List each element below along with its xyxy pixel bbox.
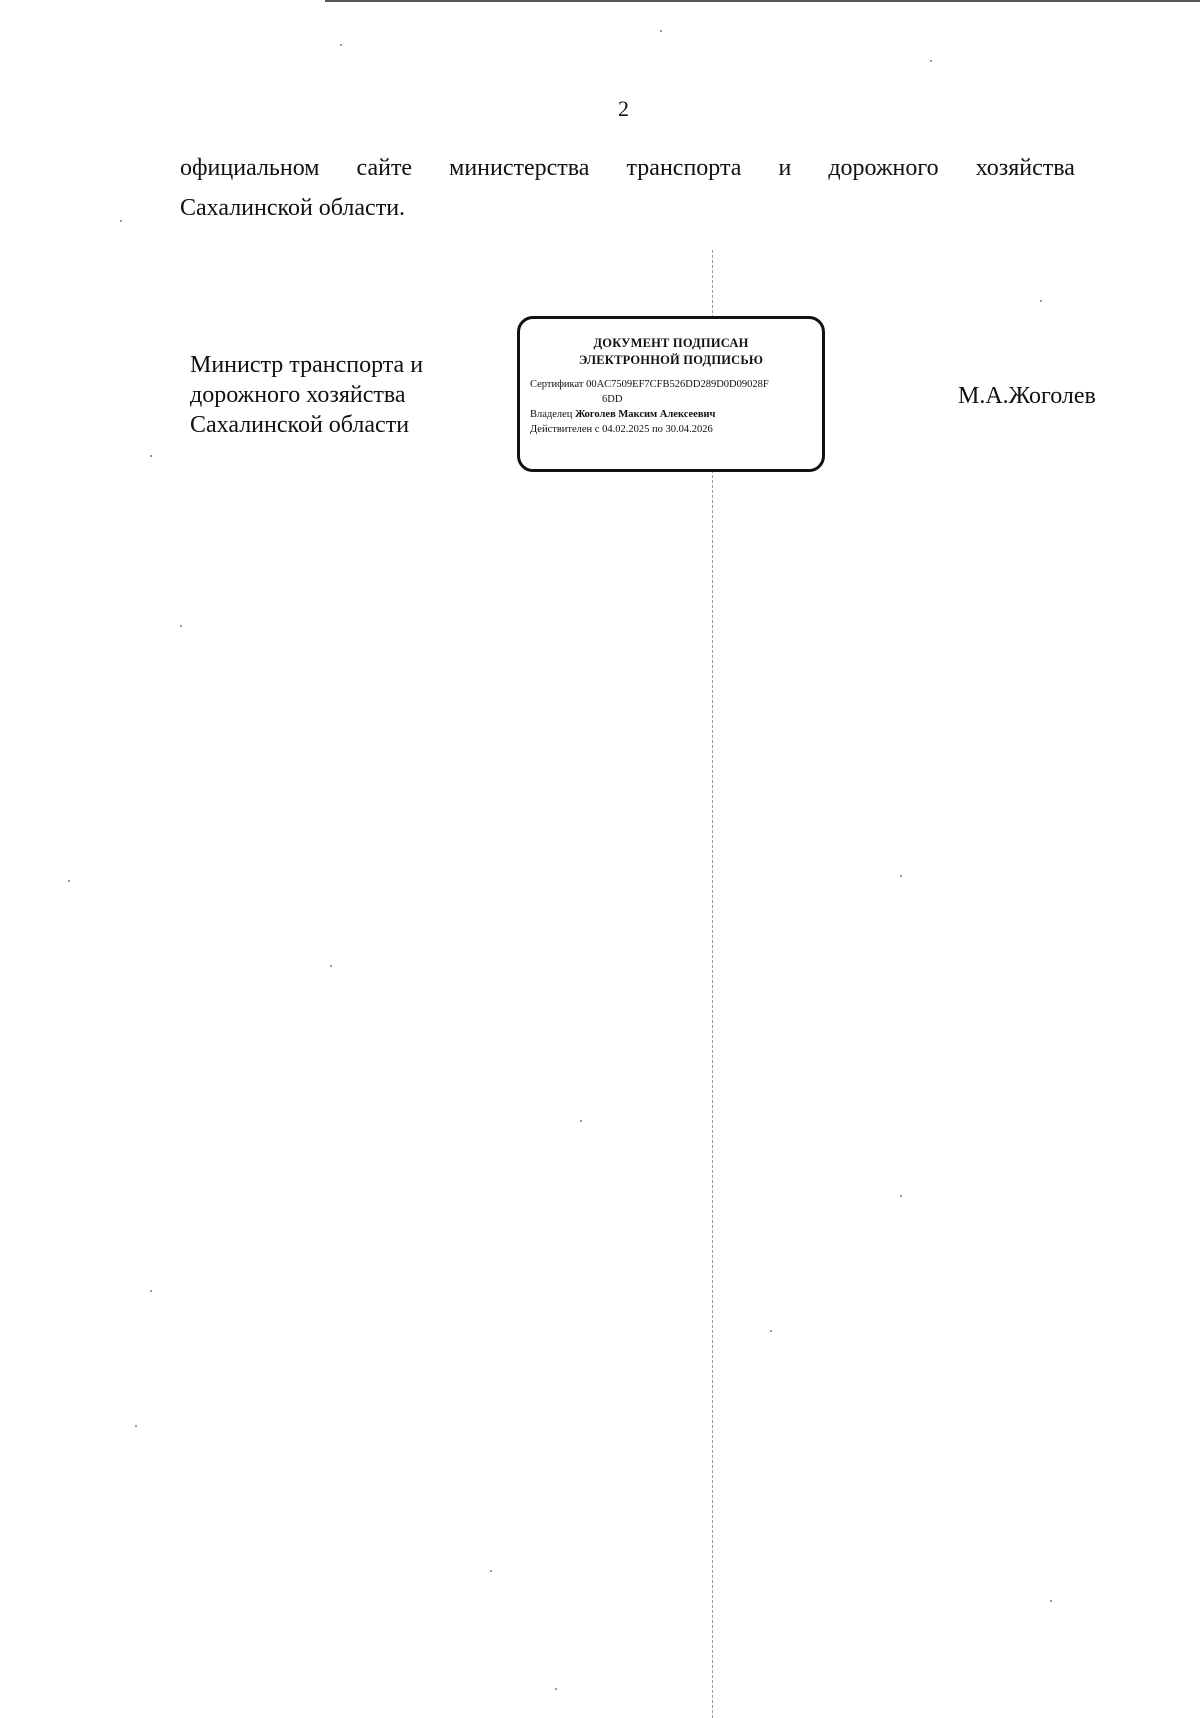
scan-speck — [330, 965, 332, 967]
scan-speck — [900, 875, 902, 877]
scan-speck — [340, 44, 342, 46]
stamp-certificate-cont-row — [530, 392, 812, 407]
scan-speck — [770, 1330, 772, 1332]
scan-speck — [660, 30, 662, 32]
scan-speck — [135, 1425, 137, 1427]
signatory-title-line: дорожного хозяйства — [190, 382, 406, 408]
word: официальном — [180, 155, 320, 181]
signatory-name: М.А.Жоголев — [958, 383, 1096, 409]
stamp-title-line: ДОКУМЕНТ ПОДПИСАН — [593, 336, 749, 350]
scan-speck — [580, 1120, 582, 1122]
stamp-owner-row — [530, 407, 812, 422]
body-line — [180, 148, 1075, 188]
scan-speck — [1050, 1600, 1052, 1602]
scan-edge — [325, 0, 1200, 2]
word: транспорта — [626, 155, 742, 181]
scan-speck — [555, 1688, 557, 1690]
signatory-title — [190, 350, 423, 440]
body-line: Сахалинской области. — [180, 195, 406, 221]
word: и — [778, 155, 792, 181]
scan-speck — [930, 60, 932, 62]
certificate-value: 00AC7509EF7CFB526DD289D0D09028F — [586, 379, 769, 390]
word: дорожного — [828, 155, 939, 181]
certificate-label: Сертификат — [530, 379, 584, 390]
stamp-validity-row: Действителен с 04.02.2025 по 30.04.2026 — [530, 424, 713, 435]
page-number: 2 — [618, 96, 629, 121]
certificate-value-cont: 6DD — [602, 394, 623, 405]
electronic-signature-stamp — [517, 316, 825, 472]
scan-speck — [150, 455, 152, 457]
scan-speck — [1040, 300, 1042, 302]
body-paragraph — [180, 148, 1075, 228]
scan-speck — [490, 1570, 492, 1572]
word: министерства — [449, 155, 590, 181]
owner-value: Жоголев Максим Алексеевич — [575, 409, 716, 420]
scan-speck — [150, 1290, 152, 1292]
signatory-title-line: Министр транспорта и — [190, 352, 424, 378]
word: хозяйства — [975, 155, 1075, 181]
scan-speck — [900, 1195, 902, 1197]
stamp-title-line: ЭЛЕКТРОННОЙ ПОДПИСЬЮ — [578, 353, 764, 367]
owner-label: Владелец — [530, 409, 573, 420]
scan-speck — [68, 880, 70, 882]
scan-speck — [120, 220, 122, 222]
stamp-certificate-row — [530, 377, 812, 392]
word: сайте — [356, 155, 413, 181]
scan-speck — [180, 625, 182, 627]
signatory-title-line: Сахалинской области — [190, 412, 410, 438]
